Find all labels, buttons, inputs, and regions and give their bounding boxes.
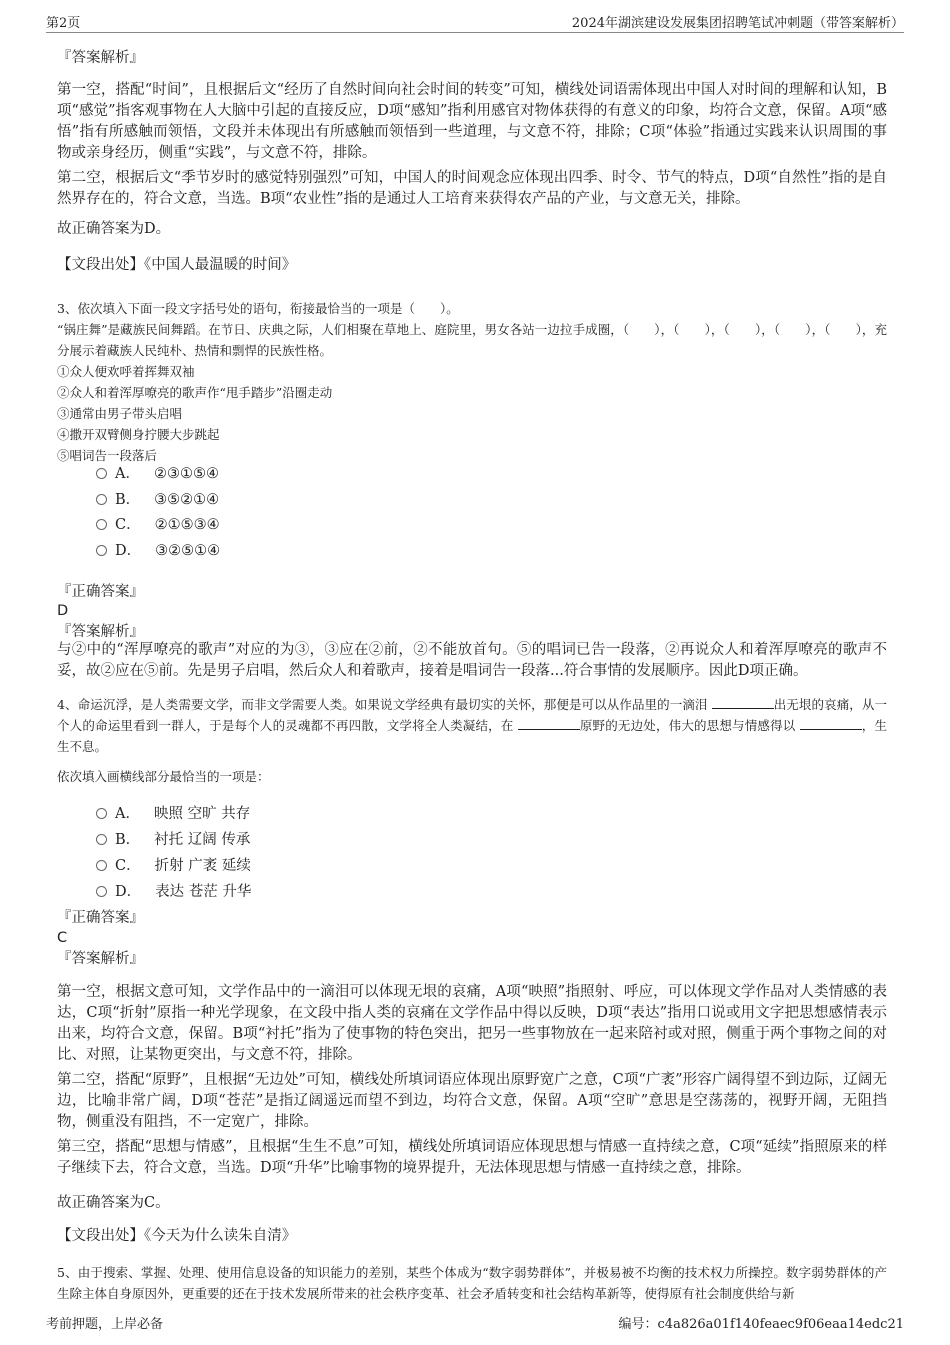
question-4: 4、命运沉浮，是人类需要文学，而非文学需要人类。如果说文学经典有最切实的关怀，那便是可以从作品里的一滴泪 出无垠的哀痛，从一个人的命运里看到一群人，于是每个人的灵魂都不再四散，文学将全人类凝结，在 原野的无边处，伟大的思想与情感得以 ，生生不息。 bbox=[57, 694, 887, 757]
question-5: 5、由于搜索、掌握、处理、使用信息设备的知识能力的差别，某些个体成为“数字弱势群体”，并极易被不均衡的技术权力所操控。数字弱势群体的产生除主体自身原因外，更重要的还在于技术发展所带来的社会秩序变革、社会矛盾转变和社会结构革新等，使得原有社会制度供给与新 bbox=[57, 1265, 887, 1301]
radio-icon[interactable] bbox=[96, 808, 107, 819]
option-c[interactable]: C． ②①⑤③④ bbox=[96, 514, 220, 536]
radio-icon[interactable] bbox=[96, 519, 107, 530]
radio-icon[interactable] bbox=[96, 834, 107, 845]
correct-answer-label: 『正确答案』 bbox=[57, 910, 144, 926]
list-item: ⑤唱词告一段落后 bbox=[57, 448, 158, 463]
radio-icon[interactable] bbox=[96, 545, 107, 556]
radio-icon[interactable] bbox=[96, 860, 107, 871]
list-item: ②众人和着浑厚嘹亮的歌声作“甩手踏步”沿圈走动 bbox=[57, 385, 333, 400]
analysis-paragraph: 第一空，搭配“时间”，且根据后文“经历了自然时间向社会时间的转变”可知，横线处词语需体现出中国人对时间的理解和认知，B项“感觉”指客观事物在人大脑中引起的直接反应，D项“感知”指利用感官对物体获得的有意义的印象，均符合文意，保留。A项“感悟”指有所感触而领悟，文段并未体现出有所感触而领悟到一些道理，与文意不符，排除；C项“体验”指通过实践来认识周围的事物或亲身经历，侧重“实践”，与文意不符，排除。 bbox=[57, 82, 888, 161]
analysis-paragraph: 第三空，搭配“思想与情感”，且根据“生生不息”可知，横线处所填词语应体现思想与情感一直持续之意，C项“延续”指照原来的样子继续下去，符合文意，当选。D项“升华”比喻事物的境界提升，无法体现思想与情感一直持续之意，排除。 bbox=[57, 1139, 887, 1176]
question-stem: 4、命运沉浮，是人类需要文学，而非文学需要人类。如果说文学经典有最切实的关怀，那便是可以从作品里的一滴泪 bbox=[57, 697, 712, 712]
source-citation: 【文段出处】《中国人最温暖的时间》 bbox=[57, 257, 297, 273]
list-item: ①众人便欢呼着挥舞双袖 bbox=[57, 364, 195, 379]
analysis-label: 『答案解析』 bbox=[57, 50, 144, 66]
answer-statement: 故正确答案为D。 bbox=[57, 221, 171, 237]
radio-icon[interactable] bbox=[96, 468, 107, 479]
page-header bbox=[46, 12, 904, 33]
source-citation: 【文段出处】《今天为什么读朱自清》 bbox=[57, 1228, 297, 1244]
correct-answer-label: 『正确答案』 bbox=[57, 584, 144, 600]
fill-blank bbox=[712, 694, 774, 709]
analysis-paragraph: 第一空，根据文意可知，文学作品中的一滴泪可以体现无垠的哀痛，A项“映照”指照射、呼应，可以体现文学作品对人类情感的表达，C项“折射”原指一种光学现象，在文段中指人类的哀痛在文学作品中得以反映，D项“表达”指用口说或用文字把思想感情表示出来，均符合文意，保留。B项“衬托”指为了使事物的特色突出，把另一些事物放在一起来陪衬或对照，侧重于两个事物之间的对比、对照，让某物更突出，与文意不符，排除。 bbox=[57, 984, 887, 1063]
question-passage: “锅庄舞”是藏族民间舞蹈。在节日、庆典之际，人们相聚在草地上、庭院里，男女各站一边拉手成圈，（ ），（ ），（ ），（ ），（ ），充分展示着藏族人民纯朴、热情和剽悍的民族性格。 bbox=[57, 322, 887, 358]
question-stem: 3、依次填入下面一段文字括号处的语句，衔接最恰当的一项是（ ）。 bbox=[57, 301, 459, 316]
document-title: 2024年湖滨建设发展集团招聘笔试冲刺题（带答案解析） bbox=[571, 16, 904, 31]
option-c[interactable]: C． 折射 广袤 延续 bbox=[96, 855, 251, 877]
radio-icon[interactable] bbox=[96, 494, 107, 505]
fill-blank bbox=[800, 715, 862, 730]
document-id: 编号：c4a826a01f140feaec9f06eaa14edc21 bbox=[618, 1317, 904, 1332]
analysis-paragraph: 第二空，搭配“原野”，且根据“无边处”可知，横线处所填词语应体现出原野宽广之意，C项“广袤”形容广阔得望不到边际，辽阔无边，比喻非常广阔，D项“苍茫”是指辽阔遥远而望不到边，均符合文意，保留。A项“空旷”意思是空荡荡的，视野开阔，无阻挡物，侧重没有阻挡，不一定宽广，排除。 bbox=[57, 1072, 887, 1130]
footer-slogan: 考前押题，上岸必备 bbox=[46, 1317, 164, 1332]
option-a[interactable]: A． ②③①⑤④ bbox=[96, 463, 219, 485]
question-3 bbox=[57, 298, 887, 466]
page-footer bbox=[46, 1313, 904, 1332]
fill-blank bbox=[518, 715, 580, 730]
analysis-paragraph: 第二空，根据后文“季节岁时的感觉特别强烈”可知，中国人的时间观念应体现出四季、时令、节气的特点，D项“自然性”指的是自然界存在的，符合文意，当选。B项“农业性”指的是通过人工培育来获得农产品的产业，与文意无关，排除。 bbox=[57, 170, 887, 207]
option-a[interactable]: A． 映照 空旷 共存 bbox=[96, 803, 250, 825]
question-prompt: 依次填入画横线部分最恰当的一项是： bbox=[57, 769, 270, 784]
list-item: ④撒开双臂侧身拧腰大步跳起 bbox=[57, 427, 220, 442]
correct-answer: D bbox=[57, 603, 69, 619]
correct-answer: C bbox=[57, 930, 68, 946]
radio-icon[interactable] bbox=[96, 886, 107, 897]
analysis-label: 『答案解析』 bbox=[57, 951, 144, 967]
option-d[interactable]: D． 表达 苍茫 升华 bbox=[96, 881, 251, 903]
option-d[interactable]: D． ③②⑤①④ bbox=[96, 540, 220, 562]
list-item: ③通常由男子带头启唱 bbox=[57, 406, 183, 421]
option-b[interactable]: B． ③⑤②①④ bbox=[96, 489, 219, 511]
answer-statement: 故正确答案为C。 bbox=[57, 1195, 170, 1211]
analysis-paragraph: 与②中的“浑厚嘹亮的歌声”对应的为③，③应在②前，②不能放首句。⑤的唱词已告一段落，②再说众人和着浑厚嘹亮的歌声不妥，故②应在⑤前。先是男子启唱，然后众人和着歌声，接着是唱词告一段落...符合事情的发展顺序。因此D项正确。 bbox=[57, 642, 887, 679]
option-b[interactable]: B． 衬托 辽阔 传承 bbox=[96, 829, 250, 851]
page-number: 第2页 bbox=[46, 16, 81, 31]
analysis-label: 『答案解析』 bbox=[57, 624, 144, 640]
